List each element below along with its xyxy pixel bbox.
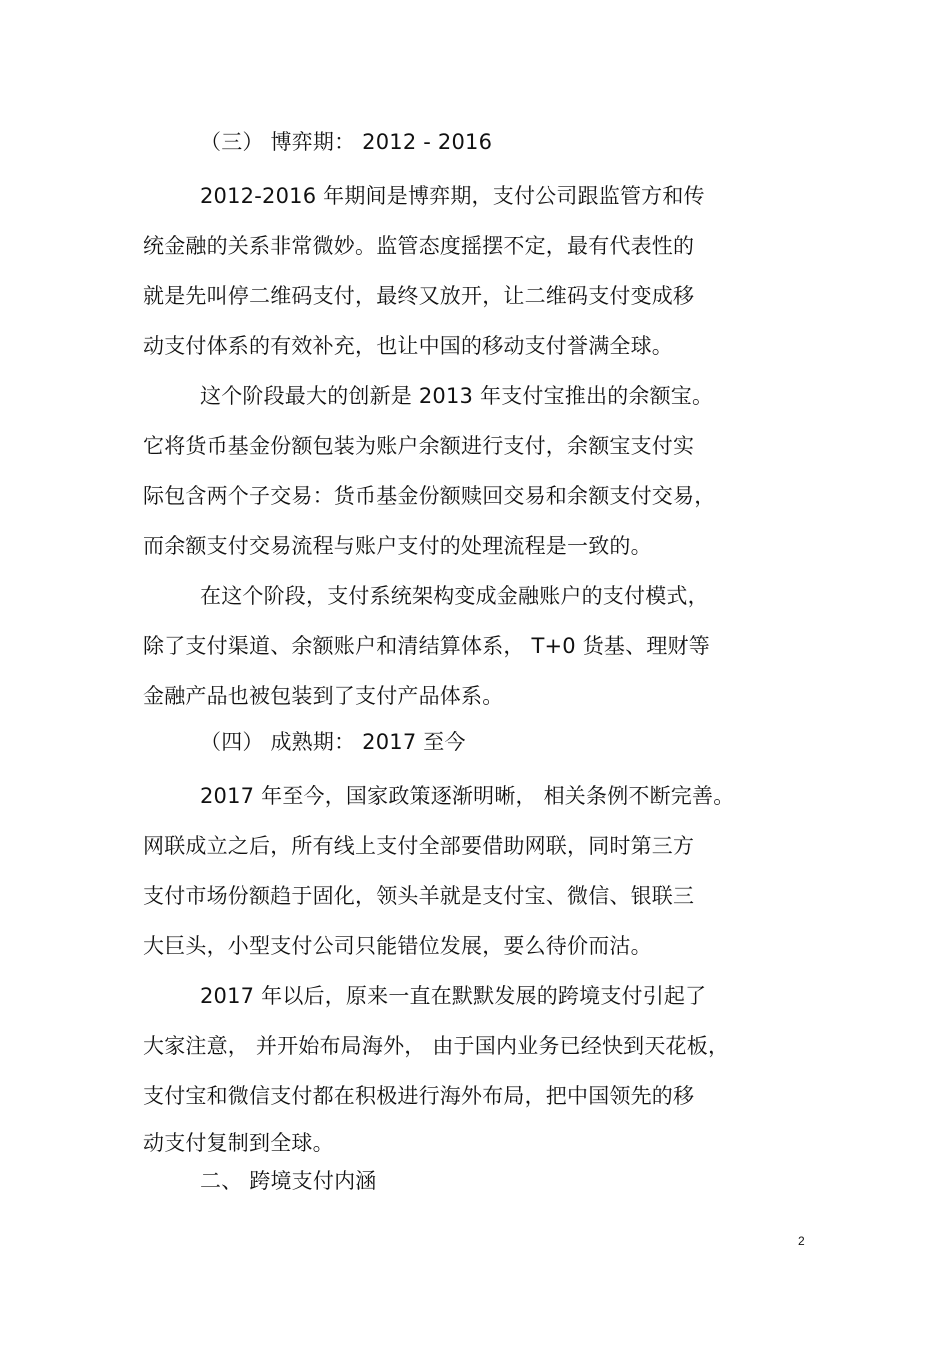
paragraph-line: 除了支付渠道、余额账户和清结算体系， T+0 货基、理财等 — [143, 634, 710, 658]
paragraph-line: 大巨头，小型支付公司只能错位发展，要么待价而沽。 — [143, 934, 652, 958]
paragraph-line: 2017 年至今，国家政策逐渐明晰， 相关条例不断完善。 — [200, 784, 735, 808]
paragraph-line: 这个阶段最大的创新是 2013 年支付宝推出的余额宝。 — [200, 384, 714, 408]
paragraph-line: 金融产品也被包装到了支付产品体系。 — [143, 684, 504, 708]
paragraph-line: 就是先叫停二维码支付，最终又放开，让二维码支付变成移 — [143, 284, 695, 308]
paragraph-line: 动支付体系的有效补充，也让中国的移动支付誉满全球。 — [143, 334, 673, 358]
paragraph-line: 2017 年以后，原来一直在默默发展的跨境支付引起了 — [200, 984, 707, 1008]
paragraph-line: 而余额支付交易流程与账户支付的处理流程是一致的。 — [143, 534, 652, 558]
paragraph-line: 2012-2016 年期间是博弈期，支付公司跟监管方和传 — [200, 184, 705, 208]
paragraph-line: 在这个阶段，支付系统架构变成金融账户的支付模式， — [200, 584, 709, 608]
paragraph-line: 它将货币基金份额包装为账户余额进行支付，余额宝支付实 — [143, 434, 695, 458]
paragraph-line: 际包含两个子交易：货币基金份额赎回交易和余额支付交易， — [143, 484, 716, 508]
section-heading-3: （三） 博弈期： 2012 - 2016 — [200, 130, 493, 154]
paragraph-line: 网联成立之后，所有线上支付全部要借助网联，同时第三方 — [143, 834, 695, 858]
page-number: 2 — [798, 1234, 805, 1248]
paragraph-line: 支付宝和微信支付都在积极进行海外布局，把中国领先的移 — [143, 1084, 695, 1108]
section-heading-4: （四） 成熟期： 2017 至今 — [200, 730, 466, 754]
paragraph-line: 支付市场份额趋于固化，领头羊就是支付宝、微信、银联三 — [143, 884, 695, 908]
paragraph-line: 动支付复制到全球。 — [143, 1131, 334, 1155]
chapter-heading-2: 二、 跨境支付内涵 — [200, 1169, 377, 1193]
paragraph-line: 统金融的关系非常微妙。监管态度摇摆不定，最有代表性的 — [143, 234, 695, 258]
paragraph-line: 大家注意， 并开始布局海外， 由于国内业务已经快到天花板， — [143, 1034, 730, 1058]
